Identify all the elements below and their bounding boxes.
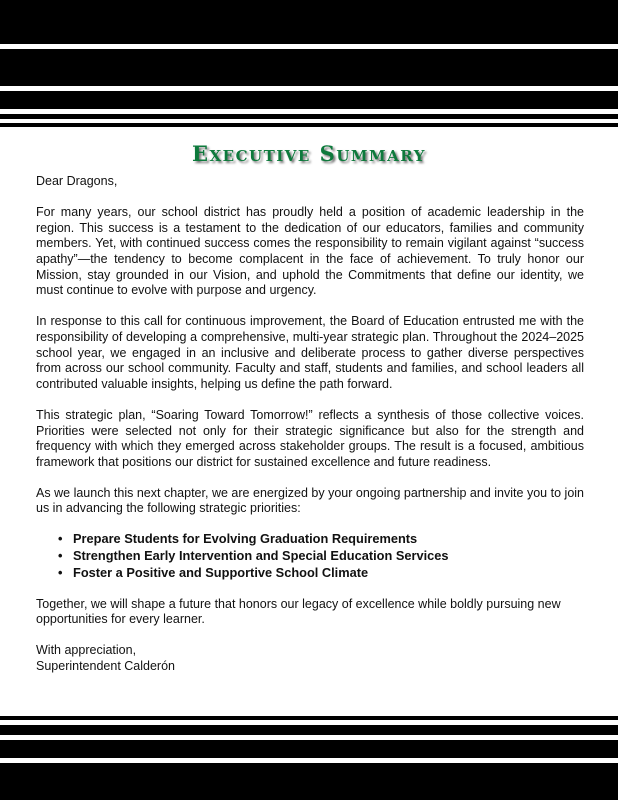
priority-text: Foster a Positive and Supportive School Climate xyxy=(73,565,369,581)
header-stripe-5 xyxy=(0,123,618,127)
list-item xyxy=(58,547,584,564)
footer-stripe-4 xyxy=(0,763,618,800)
closing-paragraph: Together, we will shape a future that honors our legacy of excellence while boldly pursuing new opportunities for every learner. xyxy=(36,596,561,627)
footer-stripe-2 xyxy=(0,725,618,735)
header-stripe-1 xyxy=(0,0,618,44)
bullet-icon: • xyxy=(58,565,63,581)
header-stripe-3 xyxy=(0,91,618,109)
bullet-icon: • xyxy=(58,548,63,564)
signoff: With appreciation, xyxy=(36,643,137,658)
page-title: Executive Summary xyxy=(192,141,426,166)
header-stripe-2 xyxy=(0,49,618,86)
letter-body xyxy=(36,174,584,675)
greeting: Dear Dragons, xyxy=(36,174,118,188)
priority-text: Prepare Students for Evolving Graduation Requirements xyxy=(73,531,418,547)
paragraph-1: For many years, our school district has proudly held a position of academic leadership in the region. This success is a testament to the dedication of our educators, families and community members. Yet, with continued success comes the responsibility to remain vigilant against “success apathy”—the tendency to become complacent in the face of achievement. To truly honor our Mission, stay grounded in our Vision, and uphold the Commitments that define our identity, we must continue to evolve with purpose and urgency. xyxy=(36,205,584,298)
list-item xyxy=(58,564,584,581)
header-stripe-4 xyxy=(0,114,618,119)
priority-text: Strengthen Early Intervention and Special Education Services xyxy=(73,548,449,564)
list-item xyxy=(58,530,584,547)
footer-stripe-3 xyxy=(0,740,618,758)
priority-list xyxy=(36,530,584,581)
signature: Superintendent Calderón xyxy=(36,659,175,674)
footer-stripe-1 xyxy=(0,716,618,720)
bullet-icon: • xyxy=(58,531,63,547)
paragraph-2: In response to this call for continuous improvement, the Board of Education entrusted me with the responsibility of developing a comprehensive, multi-year strategic plan. Throughout the 2024–2025 school year, we engaged in an inclusive and deliberate process to gather diverse perspectives from across our school community. Faculty and staff, students and families, and school leaders all contributed valuable insights, helping us define the path forward. xyxy=(36,314,584,391)
paragraph-4: As we launch this next chapter, we are energized by your ongoing partnership and invite you to join us in advancing the following strategic priorities: xyxy=(36,485,584,516)
paragraph-3: This strategic plan, “Soaring Toward Tomorrow!” reflects a synthesis of those collective voices. Priorities were selected not only for their strategic significance but also for the strength and frequency with which they emerged across stakeholder groups. The result is a focused, ambitious framework that positions our district for sustained excellence and future readiness. xyxy=(36,407,584,469)
